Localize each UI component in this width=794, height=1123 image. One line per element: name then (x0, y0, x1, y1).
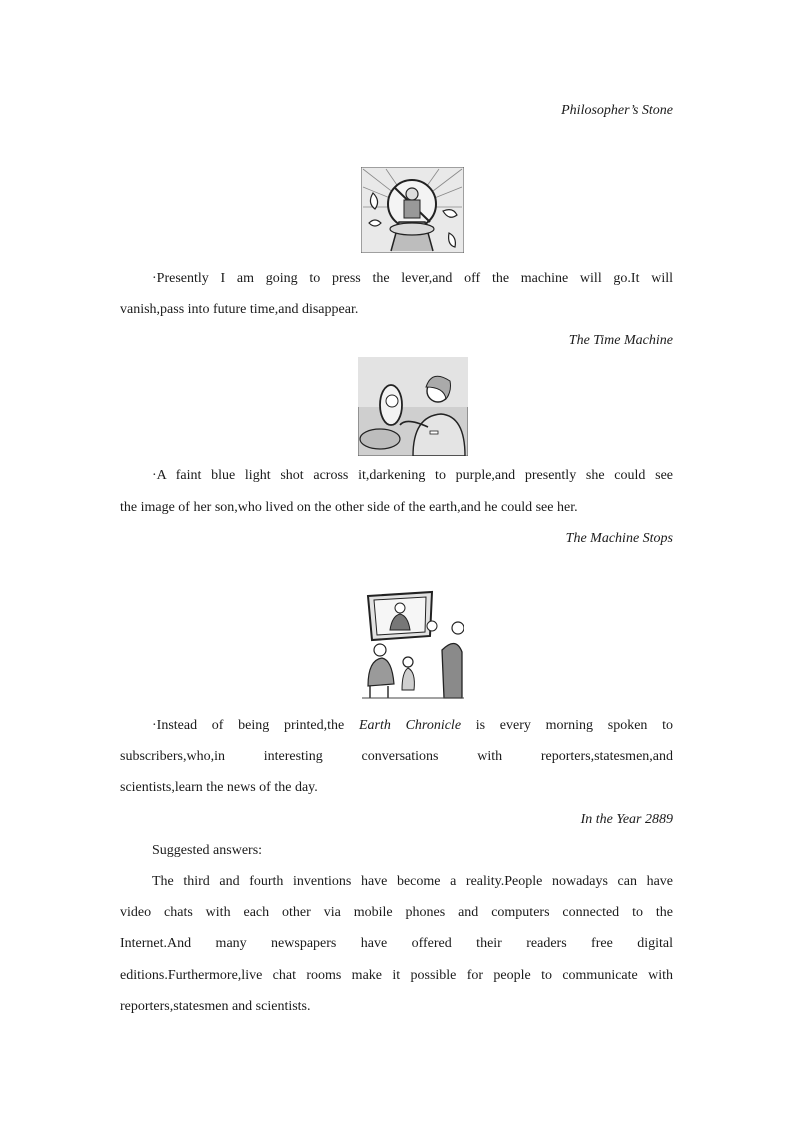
answer-line-3: Internet.And many newspapers have offered their readers free digital (120, 936, 673, 951)
time-machine-illustration (361, 167, 464, 253)
quote-time-machine-line-1: ·Presently I am going to press the lever,and off the machine will go.It will (152, 271, 673, 286)
answer-line-2: video chats with each other via mobile phones and computers connected to the (120, 905, 673, 920)
quote-year-2889-post: is every morning spoken to (475, 718, 674, 733)
caption-machine-stops: The Machine Stops (565, 531, 673, 546)
caption-year-2889: In the Year 2889 (580, 812, 673, 827)
suggested-answers-heading: Suggested answers: (152, 843, 263, 858)
quote-machine-stops-line-2: the image of her son,who lived on the other side of the earth,and he could see her. (120, 500, 578, 515)
caption-time-machine: The Time Machine (568, 333, 673, 348)
quote-year-2889-line-2: subscribers,who,in interesting conversations with reporters,statesmen,and (120, 749, 673, 764)
quote-machine-stops-line-1: ·A faint blue light shot across it,darkening to purple,and presently she could see (152, 468, 673, 483)
quote-year-2889-line-1 (152, 717, 673, 735)
video-news-illustration (362, 590, 464, 700)
caption-philosophers-stone: Philosopher’s Stone (561, 103, 673, 118)
answer-line-1: The third and fourth inventions have become a reality.People nowadays can have (152, 874, 673, 889)
answer-line-5: reporters,statesmen and scientists. (120, 999, 311, 1014)
earth-chronicle-title: Earth Chronicle (358, 718, 462, 733)
quote-year-2889-pre: ·Instead of being printed,the (152, 718, 345, 733)
video-mirror-illustration (358, 357, 468, 456)
quote-time-machine-line-2: vanish,pass into future time,and disappear. (120, 302, 359, 317)
answer-line-4: editions.Furthermore,live chat rooms make it possible for people to communicate with (120, 968, 673, 983)
quote-year-2889-line-3: scientists,learn the news of the day. (120, 780, 318, 795)
